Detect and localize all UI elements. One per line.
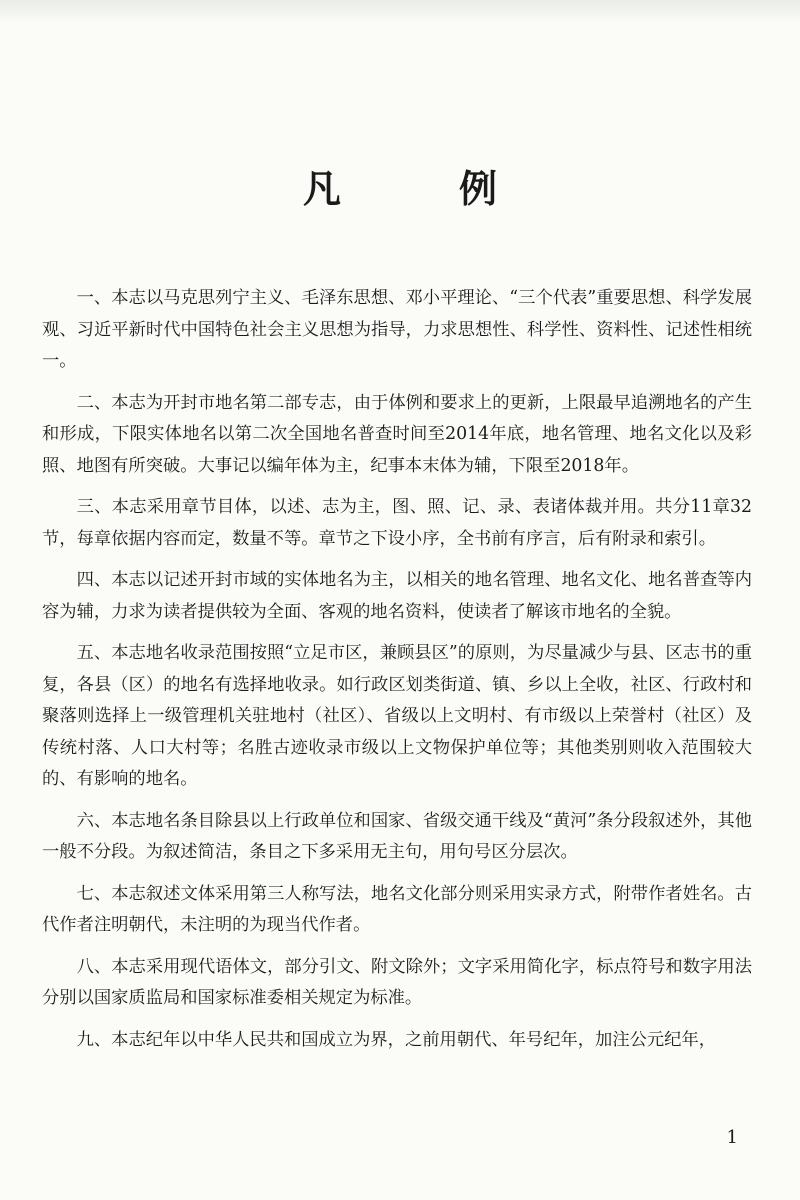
paragraph-8: 八、本志采用现代语体文，部分引文、附文除外；文字采用简化字，标点符号和数字用法分别以国家质监局和国家标准委相关规定为标准。 [42,956,752,1008]
paragraph-6: 六、本志地名条目除县以上行政单位和国家、省级交通干线及“黄河”条分段叙述外，其他一般不分段。为叙述简洁，条目之下多采用无主句，用句号区分层次。 [42,810,752,862]
paragraph-1: 一、本志以马克思列宁主义、毛泽东思想、邓小平理论、“三个代表”重要思想、科学发展观、习近平新时代中国特色社会主义思想为指导，力求思想性、科学性、资料性、记述性相统一。 [42,288,752,371]
paragraph-5: 五、本志地名收录范围按照“立足市区，兼顾县区”的原则，为尽量减少与县、区志书的重复，各县（区）的地名有选择地收录。如行政区划类街道、镇、乡以上全收，社区、行政村和聚落则选择上一级管理机关驻地村（社区）、省级以上文明村、有市级以上荣誉村（社区）及传统村落、人口大村等；名胜古迹收录市级以上文物保护单位等；其他类别则收入范围较大的、有影响的地名。 [42,643,752,789]
document-body [42,283,752,1066]
paragraph-4: 四、本志以记述开封市域的实体地名为主，以相关的地名管理、地名文化、地名普查等内容为辅，力求为读者提供较为全面、客观的地名资料，使读者了解该市地名的全貌。 [42,570,752,622]
paragraph-9: 九、本志纪年以中华人民共和国成立为界，之前用朝代、年号纪年，加注公元纪年， [76,1029,717,1050]
paragraph-2: 二、本志为开封市地名第二部专志，由于体例和要求上的更新，上限最早追溯地名的产生和形成，下限实体地名以第二次全国地名普查时间至2014年底，地名管理、地名文化以及彩照、地图有所突破。大事记以编年体为主，纪事本末体为辅，下限至2018年。 [42,392,752,476]
paragraph-7: 七、本志叙述文体采用第三人称写法，地名文化部分则采用实录方式，附带作者姓名。古代作者注明朝代，未注明的为现当代作者。 [42,883,752,935]
page-title: 凡 例 [302,166,537,211]
page-number: 1 [726,1127,738,1148]
paragraph-3: 三、本志采用章节目体，以述、志为主，图、照、记、录、表诸体裁并用。共分11章32节，每章依据内容而定，数量不等。章节之下设小序，全书前有序言，后有附录和索引。 [42,497,752,549]
